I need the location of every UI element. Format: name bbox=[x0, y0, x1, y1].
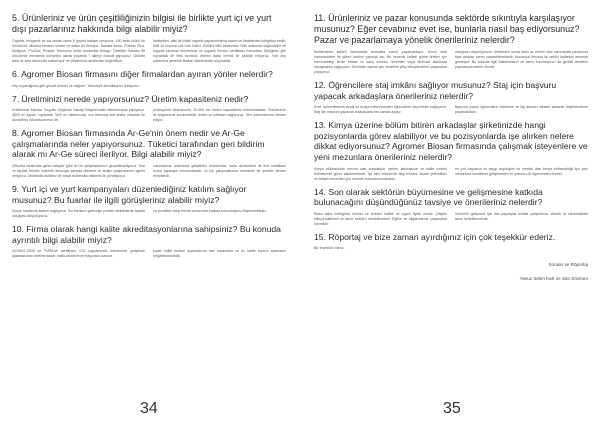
question-heading: 15. Röportaj ve bize zaman ayırdığınız için çok teşekkür ederiz. bbox=[314, 231, 556, 242]
question-heading: 5. Ürünleriniz ve ürün çeşitliliğinizin bilgisi ile birlikte yurt içi ve yurt dışı pazarlarınız hakkında bilgi alabilir miyiz? bbox=[12, 13, 272, 34]
answer-column-left: Kimya fuarlarına katılım sağlıyoruz. Bu fuarların geleceğe yönelik etkinliklerde faydalı olduğunu düşünüyoruz. bbox=[12, 209, 145, 219]
question-heading: 14. Son olarak sektörün büyümesine ve gelişmesine katkıda bulunacağını düşündüğünüz tavsiye ve önerileriniz nelerdir? bbox=[314, 186, 543, 208]
qa-block bbox=[12, 128, 286, 179]
question-heading: 8. Agromer Biosan firmasında Ar-Ge'nin önem nedir ve Ar-Ge çalışmalarında neler yapıyorsunuz. Tüketici tarafından geri bildirim alarak mı Ar-Ge süreci ilerliyor. Bilgi alabilir miyiz? bbox=[12, 128, 265, 160]
question-heading: 6. Agromer Biosan firmasını diğer firmalardan ayıran yönler nelerdir? bbox=[12, 69, 273, 79]
answer-columns bbox=[314, 105, 588, 115]
question-heading: 11. Ürünleriniz ve pazar konusunda sektörde sıkıntıyla karşılaşıyor musunuz? Eğer cevabınız evet ise, bunlarla nasıl baş ediyorsunuz? Pazar ve pazarlamaya yönelik önerileriniz nelerdir? bbox=[314, 13, 580, 45]
qa-block bbox=[12, 94, 286, 124]
answer-column-right: kadar kalite kontrol aşamalarına tabi tutulmakta ve bu kalite kontrol aşamaları belgelenmektedir. bbox=[153, 249, 286, 259]
qa-block bbox=[314, 187, 588, 227]
question-heading: 9. Yurt içi ve yurt kampanyaları düzenlediğiniz katılım sağlıyor musunuz? Bu fuarlar ile ilgili görüşleriniz alabilir miyiz? bbox=[12, 183, 247, 205]
qa-block bbox=[12, 184, 286, 219]
answer-text: Biz teşekkür ederiz. bbox=[314, 246, 345, 251]
answer-column-left: Organik, inorganik ve toz olmak üzere 8 grupta faaliyet veriyoruz. 150 farklı ürünü ile ürünümüz olmakla beraber üreten ve satan bir firmayız. Sasaka seraz, Polmax Plus, Multiplus, ProZinc, Prosalt, Termonox serisi bunlardan birkaçı. Özellikle Sasaka 96 ürünümüz mevsimlik kompleks olarak pazarda 7 ülkeye ihracat yapıyoruz. Ürünler tarla ve sera tarımında kullanılıyor ve çiftçilerimiz tarafından beğeniliyor. bbox=[12, 39, 145, 63]
credits-names: Yavuz Selim Kart ve Sıla Sözmen bbox=[519, 276, 588, 282]
answer-column-right: Başvuru yapan öğrencilerin bölümleri ve ilgi alanları dikkate alınarak değerlendirme yapılmaktadır. bbox=[455, 105, 588, 115]
answer-column-left: Muhtemelen kaliteli hammadde bulmakta sıkıntı yaşamaktayız. Sınırlı olan hammaddeler ile gübre üretimi yapmak zor. Bu nedenle kaliteli gübre üretimi için hammaddeyi temin etmek ve satış sonrası hizmetler veya tarımsal alanlarda danışmanlık sağlıyoruz. Sıkıntıları aşmak için öncelikle çiftçi bilinçlendirme çalışmaları yapıyoruz. bbox=[314, 50, 447, 74]
answer-column-right: ve yenilikleri takip etmek adına bize katkıda bulunduğunu düşünmekteyiz. bbox=[153, 209, 267, 214]
answer-column-right: faaliyetleri, bitki ile ilintisi organik yapılandırılmış kalem ve ifadelerden kolaylıkla emilir, bitki öz suyuna çok hızlı katılır. Emilimi bitki tarafından %90 oranında sağlanabilir ve organik tarımsal ürünlerimiz ve organik formun sertifikası mevcuttur. Bildiğimiz gibi topraktaki ile bitki kontrolü üretimi daha verimli bir şekilde ediyoruz. Yurt dışı pazarımız genelde Balkan ülkelerinden oluşmakta. bbox=[153, 39, 286, 63]
answer-column-left: Bizim daha ürettiğimiz ürünler ve ürünleri kaliteli ve uygun fiyatlı olmalı. Çiftçiler bilinçlendirilmeli ve tarım sektörü desteklenmeli. Eğitim ve bilgilendirme çalışmaları önemlidir. bbox=[314, 211, 447, 226]
qa-block bbox=[12, 224, 286, 259]
answer-columns bbox=[314, 50, 588, 75]
qa-block bbox=[314, 232, 588, 252]
credits bbox=[314, 261, 588, 283]
answer-column-right: en çok hayranlık ve saygı duyduğum bir meslek olan kimya mühendisliği için yeni mezunlara kendilerini geliştirmeleri ve yabancı dil öğrenmeleri önerilir. bbox=[455, 166, 588, 176]
answer-column-right: olduğunu düşünüyorum. Üretimden sonra daha az verimli olan hammadde pazarında fiyat artışları sorun yaratabilmektedir. Kurumsal firmalar ile sektör kalitesini artırmak gerekiyor. Bu konuda ilgili bakanlıkların ve kamu kurumlarının da gerekli denetimi yapmasıyla sektör düzelir. bbox=[455, 50, 588, 69]
answer-text: Hep söylediğimiz gibi güncel ürünler ve dağıtım. Teknolojik formülasyon üretiyoruz. bbox=[12, 83, 140, 88]
question-heading: 7. Üretiminizi nerede yapıyorsunuz? Üretim kapasiteniz nedir? bbox=[12, 93, 249, 104]
page-number: 35 bbox=[443, 400, 461, 417]
answer-columns bbox=[12, 108, 286, 123]
right-page bbox=[300, 0, 600, 424]
question-heading: 13. Kimya üzerine bölüm bitiren arkadaşlar şirketinizde hangi pozisyonlarda görev alabiliyor ve bu pozisyonlarda işe alırken nelere dikkat ediyorsunuz? Agromer Biosan firmasında çalışmak isteyenlere ve yeni mezunlara önerileriniz nelerdir? bbox=[314, 120, 588, 162]
answer-columns bbox=[314, 212, 588, 227]
credits-heading: Sorular ve Röportaj bbox=[548, 262, 588, 268]
answer-columns bbox=[12, 164, 286, 179]
qa-block bbox=[314, 80, 588, 115]
answer-column-right: profesyonel kadromuzla, 20.000 ton üretim kapasitemiz bulunmaktadır. Tesislerimiz ile bölgemizde sürdürülebilir üretim ve istihdam sağlıyoruz. Yeni yatırımlarımız devam ediyor. bbox=[153, 108, 286, 123]
answer-columns bbox=[12, 209, 286, 219]
answer-columns bbox=[12, 39, 286, 64]
answer-column-left: Çiftçimiz tarafından gelen talepler göre Ar-Ge çalışmalarımızı gerçekleştiriyoruz. Yeni ve faydalı ürünler üretmek amacıyla sahada deneme ve analiz çalışmalarına ağırlık veriyoruz. Mühendis ekibimiz ile ziraat mühendisi ekibimiz ile yürütüyoruz. bbox=[12, 163, 145, 178]
qa-block bbox=[314, 120, 588, 181]
answer-column-right: Sektörün gelişmesi için tüm paydaşlar birlikte çalışmalıdır. Verimli ve sürdürülebilir tarım hedeflenmelidir. bbox=[455, 211, 588, 221]
page-number: 34 bbox=[140, 400, 158, 417]
answer-columns bbox=[12, 249, 286, 259]
answer-column-left: Evet, üniversitelerin ziraat ve kimya bölümlerinden öğrencilere staj imkânı sağlıyoruz. Staj için başvuru yapacak arkadaşlara her zaman açığız. bbox=[314, 105, 447, 115]
answer-column-left: Kimya bölümünden mezun olan arkadaşlar, üretim, laboratuvar ve kalite kontrol birimlerinde görev alabilmektedir. İşe alım sürecinde bilgi birikimi, kişisel yetkinlikler ve iletişim becerileri göz önünde bulundurulmaktadır. bbox=[314, 166, 447, 181]
question-heading: 10. Firma olarak hangi kalite akreditasyonlarına sahipsiniz? Bu konuda ayrıntılı bilgi alabilir miyiz? bbox=[12, 224, 281, 245]
question-heading: 12. Öğrencilere staj imkânı sağlıyor musunuz? Staj için başvuru yapacak arkadaşlara önerileriniz nelerdir? bbox=[314, 80, 557, 101]
answer-column-left: Üretimimizi Manisa Turgutlu Organize Sanayi Bölgesi'ndeki fabrikamızda yapıyoruz. 4800 m² kapalı, toplamda 7600 m² alanımızda, son teknoloji test analiz cihazları ile donatılmış laboratuvarımız ile. bbox=[12, 108, 145, 123]
qa-block bbox=[12, 69, 286, 89]
answer-columns bbox=[314, 167, 588, 182]
answer-column-left: ISO9001:2008 ve TÜRKAK sertifikası, ISO kapsamında ürünlerimiz geliştirme aşamasından üretime kadar, hatta ürünlerin en başından sonuna bbox=[12, 249, 145, 259]
qa-block bbox=[12, 13, 286, 64]
qa-block bbox=[314, 13, 588, 75]
answer-column-right: Laboratuvar ortamında geliştirilen ürünlerimiz, saha denemeleri ile test edildikten sonra piyasaya sunulmaktadır. Ar-Ge çalışmalarımız kesintisiz bir şekilde devam etmektedir. bbox=[153, 163, 286, 178]
